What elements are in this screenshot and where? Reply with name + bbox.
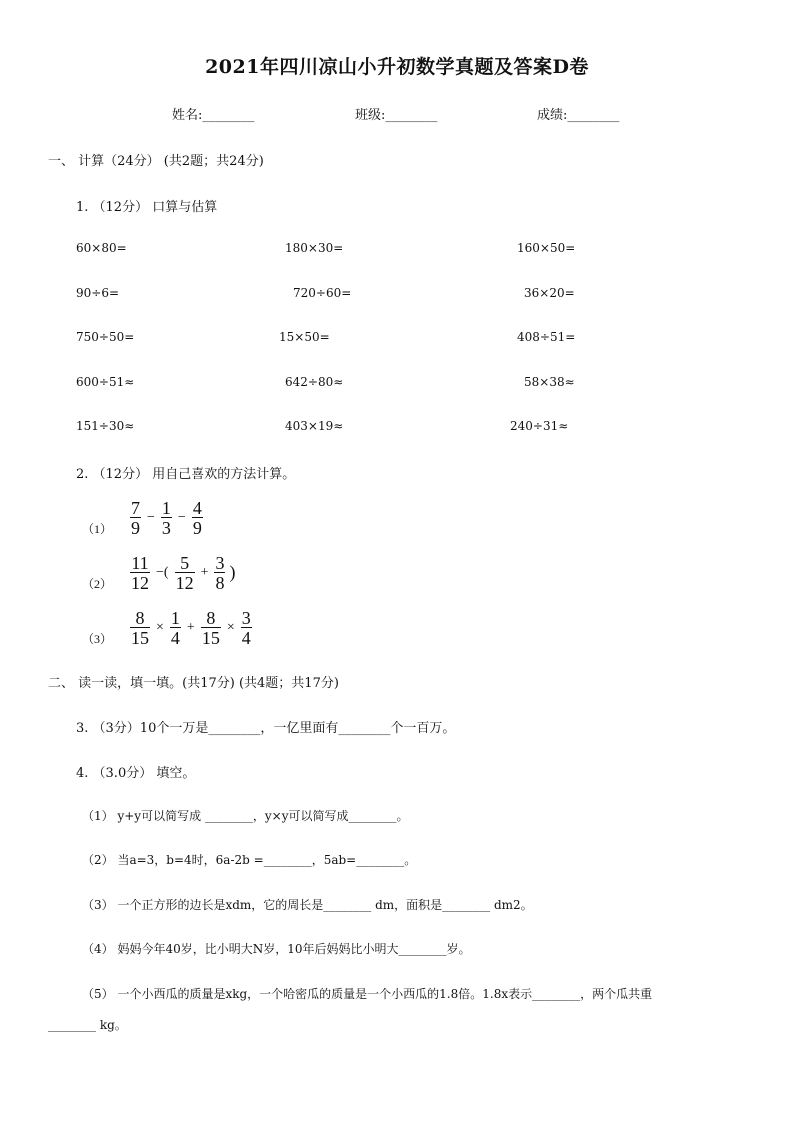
calc-item: 58×38≈ (524, 375, 575, 389)
operator: + (200, 564, 209, 580)
q4-item-1: （1） y+y可以简写成 ________，y×y可以简写成________。 (82, 809, 409, 823)
fraction: $\frac{1}{3}$ (161, 497, 171, 538)
expression-2 (82, 553, 235, 592)
class-field[interactable]: 班级:________ (355, 108, 438, 123)
section2-heading: 二、 读一读，填一填。(共17分) (共4题；共17分) (48, 676, 339, 691)
calc-item: 600÷51≈ (76, 375, 135, 389)
calc-item: 36×20= (524, 286, 575, 300)
expression-1 (82, 498, 203, 537)
fraction: $\frac{4}{9}$ (192, 497, 202, 538)
calc-item: 15×50= (279, 330, 330, 344)
operator: −( (156, 564, 169, 580)
q4-item-5: （5） 一个小西瓜的质量是xkg，一个哈密瓜的质量是一个小西瓜的1.8倍。1.8x表示________，两个瓜共重 (82, 987, 653, 1001)
operator: + (186, 619, 195, 635)
fraction: $\frac{5}{12}$ (175, 552, 194, 593)
calc-item: 151÷30≈ (76, 419, 135, 433)
close-paren: ) (229, 562, 236, 582)
section1-heading: 一、 计算（24分） (共2题；共24分) (48, 154, 264, 169)
fraction: $\frac{8}{15}$ (201, 607, 220, 648)
calc-item: 160×50= (517, 241, 576, 255)
expression-label: （2） (82, 577, 113, 591)
q1-title: 1. （12分） 口算与估算 (76, 200, 218, 215)
q4-item-3: （3） 一个正方形的边长是xdm，它的周长是________ dm，面积是________ dm2。 (82, 898, 533, 912)
calc-item: 720÷60= (293, 286, 352, 300)
calc-item: 403×19≈ (285, 419, 344, 433)
page-title: 2021年四川凉山小升初数学真题及答案D卷 (205, 56, 589, 78)
calc-item: 240÷31≈ (510, 419, 569, 433)
q3-text: 3. （3分）10个一万是________，一亿里面有________个一百万。 (76, 721, 456, 736)
calc-item: 180×30= (285, 241, 344, 255)
calc-item: 60×80= (76, 241, 127, 255)
fraction: $\frac{1}{4}$ (170, 607, 180, 648)
operator: − (177, 509, 186, 525)
score-field[interactable]: 成绩:________ (537, 108, 620, 123)
name-field[interactable]: 姓名:________ (172, 108, 255, 123)
fraction: $\frac{3}{8}$ (215, 552, 225, 593)
q4-item-5-continuation: ________ kg。 (48, 1018, 127, 1032)
operator: × (156, 619, 164, 635)
expression-label: （3） (82, 632, 113, 646)
fraction: $\frac{11}{12}$ (131, 552, 150, 593)
fraction: $\frac{3}{4}$ (241, 607, 251, 648)
fraction: $\frac{8}{15}$ (131, 607, 150, 648)
q4-item-4: （4） 妈妈今年40岁，比小明大N岁，10年后妈妈比小明大________岁。 (82, 942, 471, 956)
fraction: $\frac{7}{9}$ (131, 497, 141, 538)
q4-item-2: （2） 当a=3，b=4时，6a-2b =________，5ab=________。 (82, 853, 417, 867)
q2-title: 2. （12分） 用自己喜欢的方法计算。 (76, 467, 296, 482)
calc-item: 642÷80≈ (285, 375, 344, 389)
calc-item: 750÷50= (76, 330, 135, 344)
operator: − (147, 509, 155, 525)
operator: × (226, 619, 235, 635)
expression-3 (82, 608, 252, 647)
calc-item: 408÷51= (517, 330, 576, 344)
calc-item: 90÷6= (76, 286, 120, 300)
q4-title: 4. （3.0分） 填空。 (76, 766, 196, 781)
expression-label: （1） (82, 522, 113, 536)
